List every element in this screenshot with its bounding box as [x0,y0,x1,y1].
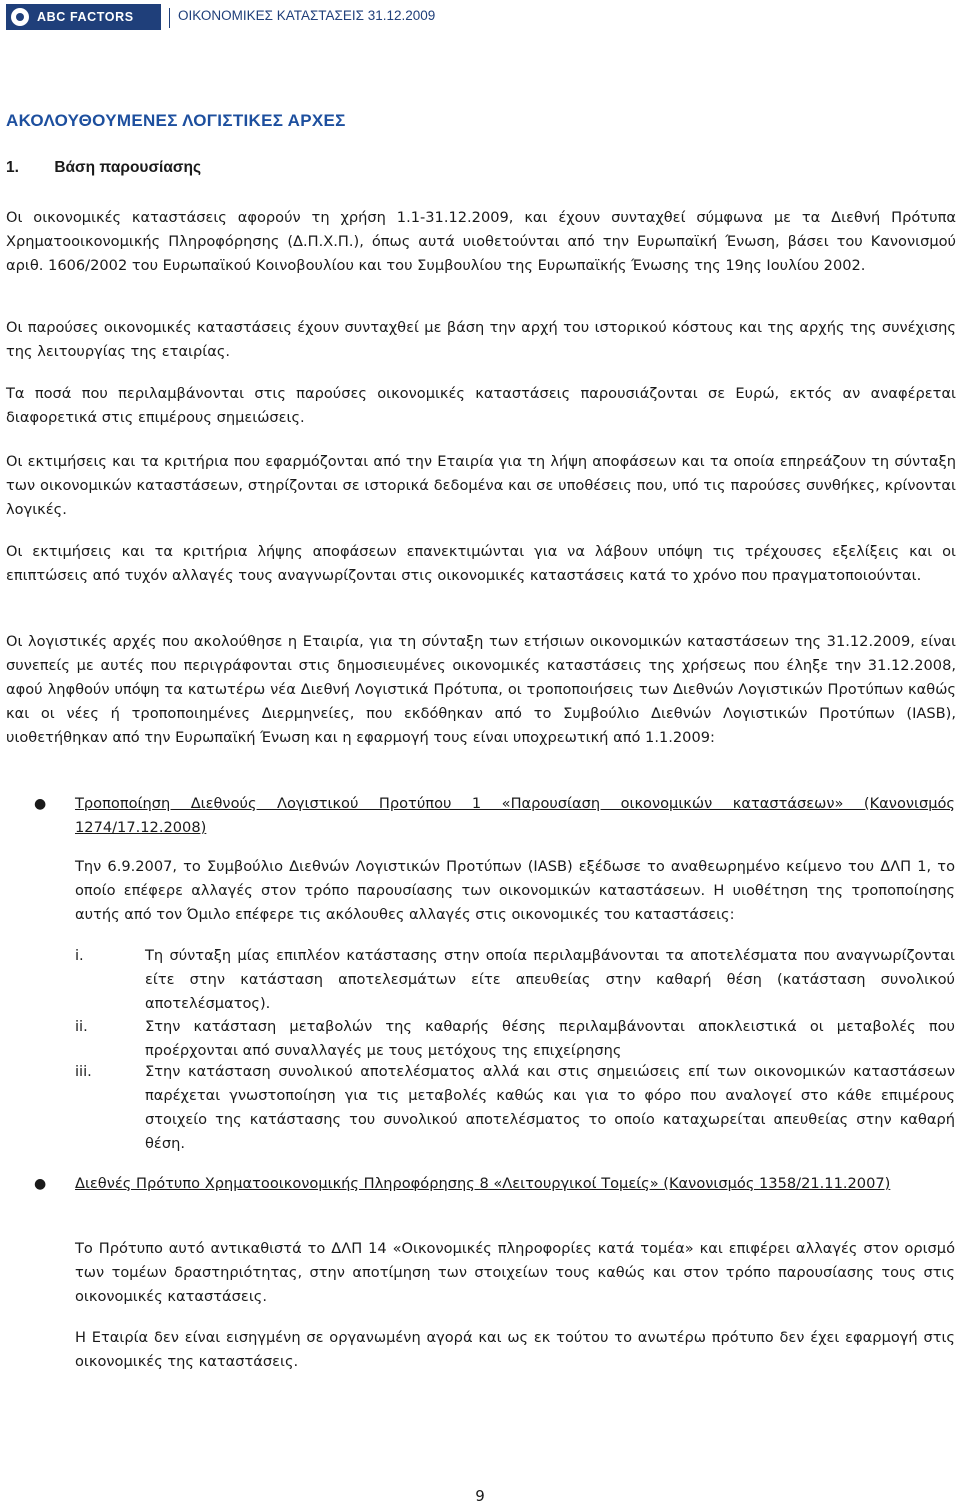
company-logo [6,4,161,30]
header-divider [169,8,170,28]
paragraph-basis: Οι οικονομικές καταστάσεις αφορούν τη χρήση 1.1-31.12.2009, και έχουν συνταχθεί σύμφωνα με τα Διεθνή Πρότυπα Χρηματοοικονομικής Πληροφόρησης (Δ.Π.Χ.Π.), όπως αυτά υιοθετούνται από την Ευρωπαϊκή Ένωση, βάσει του Κανονισμού αριθ. 1606/2002 του Ευρωπαϊκού Κοινοβουλίου και του Συμβουλίου της Ευρωπαϊκής Ένωσης της 19ης Ιουλίου 2002. [6,209,956,274]
section-title: Βάση παρουσίασης [54,159,202,176]
page-header [0,0,960,34]
bullet-dot: ● [34,1176,47,1192]
section-heading [6,159,201,177]
paragraph-accounting-policies: Οι λογιστικές αρχές που ακολούθησε η Εταιρία, για τη σύνταξη των ετήσιων οικονομικών καταστάσεων της 31.12.2009, είναι συνεπείς με αυτές που περιγράφονται στις δημοσιευμένες οικονομικές καταστάσεις της χρήσεως που έληξε την 31.12.2008, αφού ληφθούν υπόψη τα κατωτέρω νέα Διεθνή Λογιστικά Πρότυπα, οι τροποποιήσεις των Διεθνών Λογιστικών Προτύπων καθώς και οι νέες ή τροποποιημένες Διερμηνείες, που εκδόθηκαν από το Συμβούλιο Διεθνών Λογιστικών Προτύπων (IASB), υιοθετήθηκαν από την Ευρωπαϊκή Ένωση και η εφαρμογή τους είναι υποχρεωτική από 1.1.2009: [6,633,956,746]
section-main-title: ΑΚΟΛΟΥΘΟΥΜΕΝΕΣ ΛΟΓΙΣΤΙΚΕΣ ΑΡΧΕΣ [6,111,346,130]
page-number: 9 [475,1487,485,1505]
list-number: ii. [75,1018,88,1035]
bullet-title-ifrs8: Διεθνές Πρότυπο Χρηματοοικονομικής Πληροφόρησης 8 «Λειτουργικοί Τομείς» (Κανονισμός 1358/21.11.2007) [75,1175,891,1192]
logo-text: ABC FACTORS [37,10,134,24]
list-number: iii. [75,1063,92,1080]
bullet-dot: ● [34,796,47,812]
bullet-paragraph-ias1: Την 6.9.2007, το Συμβούλιο Διεθνών Λογιστικών Προτύπων (IASB) εξέδωσε το αναθεωρημένο κείμενο του ΔΛΠ 1, το οποίο επέφερε αλλαγές στον τρόπο παρουσίασης των οικονομικών καταστάσεων. Η υιοθέτηση της τροποποίησης αυτής από τον Όμιλο επέφερε τις ακόλουθες αλλαγές στις οικονομικές του καταστάσεις: [75,858,955,923]
paragraph-currency: Τα ποσά που περιλαμβάνονται στις παρούσες οικονομικές καταστάσεις παρουσιάζονται σε Ευρώ, εκτός αν αναφέρεται διαφορετικά στις επιμέρους σημειώσεις. [6,385,956,426]
list-item-text: Στην κατάσταση μεταβολών της καθαρής θέσης περιλαμβάνονται αποκλειστικά οι μεταβολές που προέρχονται από συναλλαγές με τους μετόχους της επιχείρησης [145,1018,955,1059]
document-title: ΟΙΚΟΝΟΜΙΚΕΣ ΚΑΤΑΣΤΑΣΕΙΣ 31.12.2009 [178,8,436,23]
bullet-paragraph-not-listed: Η Εταιρία δεν είναι εισηγμένη σε οργανωμένη αγορά και ως εκ τούτου το ανωτέρω πρότυπο δεν έχει εφαρμογή στις οικονομικές της καταστάσεις. [75,1329,955,1370]
list-item-text: Στην κατάσταση συνολικού αποτελέσματος αλλά και στις σημειώσεις επί των οικονομικών καταστάσεων παρέχεται γνωστοποίηση για τις μεταβολές καθώς και για το φόρο που αναλογεί στο κάθε επιμέρους στοιχείο της κατάστασης του συνολικού αποτελέσματος το οποίο καταχωρείται απευθείας στην καθαρή θέση. [145,1063,955,1152]
paragraph-reassessment: Οι εκτιμήσεις και τα κριτήρια λήψης αποφάσεων επανεκτιμώνται για να λάβουν υπόψη τις τρέχουσες εξελίξεις και οι επιπτώσεις από τυχόν αλλαγές τους αναγνωρίζονται στις οικονομικές καταστάσεις κατά το χρόνο που πραγματοποιούνται. [6,543,956,584]
list-item-text: Τη σύνταξη μίας επιπλέον κατάστασης στην οποία περιλαμβάνονται τα αποτελέσματα που αναγνωρίζονται είτε στην κατάσταση αποτελεσμάτων είτε απευθείας στην καθαρή θέση (κατάσταση συνολικού αποτελέσματος). [145,947,955,1012]
bullet-title-ias1: Τροποποίηση Διεθνούς Λογιστικού Προτύπου 1 «Παρουσίαση οικονομικών καταστάσεων» (Κανονισμός 1274/17.12.2008) [75,795,955,836]
logo-mark-icon [11,8,29,26]
list-number: i. [75,947,84,964]
paragraph-historical-cost: Οι παρούσες οικονομικές καταστάσεις έχουν συνταχθεί με βάση την αρχή του ιστορικού κόστους και της αρχής της συνέχισης της λειτουργίας της εταιρίας. [6,319,956,360]
section-number: 1. [6,159,19,176]
bullet-paragraph-ifrs8: Το Πρότυπο αυτό αντικαθιστά το ΔΛΠ 14 «Οικονομικές πληροφορίες κατά τομέα» και επιφέρει αλλαγές στον ορισμό των τομέων δραστηριότητας, στην αποτίμηση των στοιχείων τους καθώς και στον τρόπο παρουσίασης τους στις οικονομικές καταστάσεις. [75,1240,955,1305]
paragraph-estimates: Οι εκτιμήσεις και τα κριτήρια που εφαρμόζονται από την Εταιρία για τη λήψη αποφάσεων και τα οποία επηρεάζουν τη σύνταξη των οικονομικών καταστάσεων, στηρίζονται σε ιστορικά δεδομένα και σε υποθέσεις που, υπό τις παρούσες συνθήκες, κρίνονται λογικές. [6,453,956,518]
